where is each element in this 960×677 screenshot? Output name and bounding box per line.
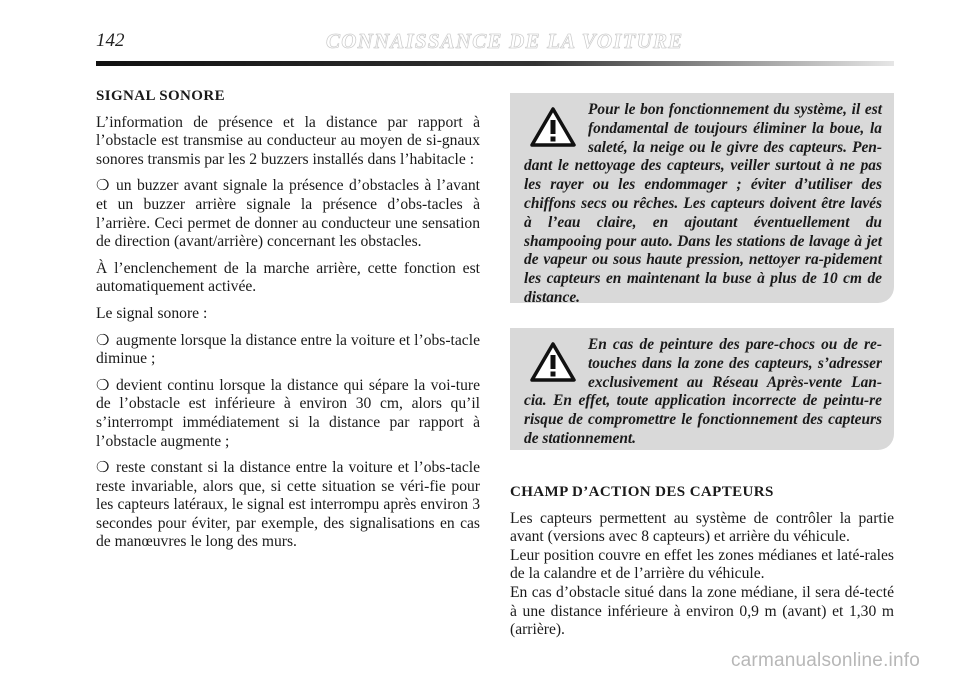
paragraph: Les capteurs permettent au système de contrôler la partie avant (versions avec 8 capteurs) et arrière du véhicule.: [510, 509, 894, 546]
bullet-text: devient continu lorsque la distance qui sépare la voi-ture de l’obstacle est inférieure à environ 30 cm, alors qu’il s’interrompt immédiatement si la distance par rapport à l’obstacle augmente ;: [96, 376, 480, 450]
paragraph: En cas d’obstacle situé dans la zone médiane, il sera dé-tecté à une distance inférieure à environ 0,9 m (avant) et 1,30 m (arrière).: [510, 583, 894, 639]
bullet-icon: ❍: [96, 377, 110, 394]
page-header-title: CONNAISSANCE DE LA VOITURE: [326, 29, 684, 53]
bullet-text: un buzzer avant signale la présence d’obstacles à l’avant et un buzzer arrière signale la présence d’obs-tacles à l’arrière. Ceci permet de donner au conducteur une sensation de direction (avant/arrière) concernant les obstacles.: [96, 177, 480, 251]
section-title-signal-sonore: SIGNAL SONORE: [96, 88, 225, 104]
paragraph: L’information de présence et la distance par rapport à l’obstacle est transmise au conducteur au moyen de si-gnaux sonores transmis par les 2 buzzers installés dans l’habitacle :: [96, 113, 480, 168]
warning-triangle-icon: [530, 107, 576, 147]
watermark: carmanualsonline.info: [730, 650, 920, 671]
bullet-item: [96, 177, 480, 251]
warning-box-cleaning: [510, 93, 894, 306]
bullet-icon: ❍: [96, 460, 110, 477]
warning-text: Pour le bon fonctionnement du système, il est fondamental de toujours éliminer la boue, la saleté, la neige ou le givre des capteurs. Pen-dant le nettoyage des capteurs, veiller surtout à ne pas les rayer ou les endommager ; éviter d’utiliser des chiffons secs ou rêches. Les capteurs doivent être lavés à l’eau claire, en ajoutant éventuellement du shampooing pour auto. Dans les stations de lavage à jet de vapeur ou sous haute pression, nettoyer ra-pidement les capteurs en maintenant la buse à plus de 10 cm de distance.: [524, 101, 882, 306]
bullet-text: augmente lorsque la distance entre la voiture et l’obs-tacle diminue ;: [96, 331, 480, 368]
bullet-icon: ❍: [96, 332, 110, 349]
bullet-item: [96, 459, 480, 552]
paragraph: Le signal sonore :: [96, 304, 208, 322]
bullet-item: [96, 332, 480, 369]
page-number: 142: [96, 30, 125, 51]
warning-box-paint: [510, 328, 894, 450]
header-rule: [96, 61, 894, 66]
right-column-text: [510, 483, 894, 648]
warning-triangle-icon: [530, 342, 576, 382]
bullet-icon: ❍: [96, 178, 110, 195]
warning-text: En cas de peinture des pare-chocs ou de re-touches dans la zone des capteurs, s’adresser exclusivement au Réseau Après-vente Lan-cia. En effet, toute application incorrecte de peintu-re risque de compromettre le fonctionnement des capteurs de stationnement.: [524, 336, 882, 447]
paragraph: Leur position couvre en effet les zones médianes et laté-rales de la calandre et de l’arrière du véhicule.: [510, 546, 894, 583]
bullet-text: reste constant si la distance entre la voiture et l’obs-tacle reste invariable, alors que, si cette situation se véri-fie pour les capteurs latéraux, le signal est interrompu après environ 3 secondes pour éviter, par exemple, des signalisations en cas de manœuvres le long des murs.: [96, 459, 480, 551]
section-title-champ-action: CHAMP D’ACTION DES CAPTEURS: [510, 484, 774, 500]
bullet-item: [96, 377, 480, 451]
paragraph: À l’enclenchement de la marche arrière, cette fonction est automatiquement activée.: [96, 259, 480, 296]
left-column: [96, 87, 480, 560]
